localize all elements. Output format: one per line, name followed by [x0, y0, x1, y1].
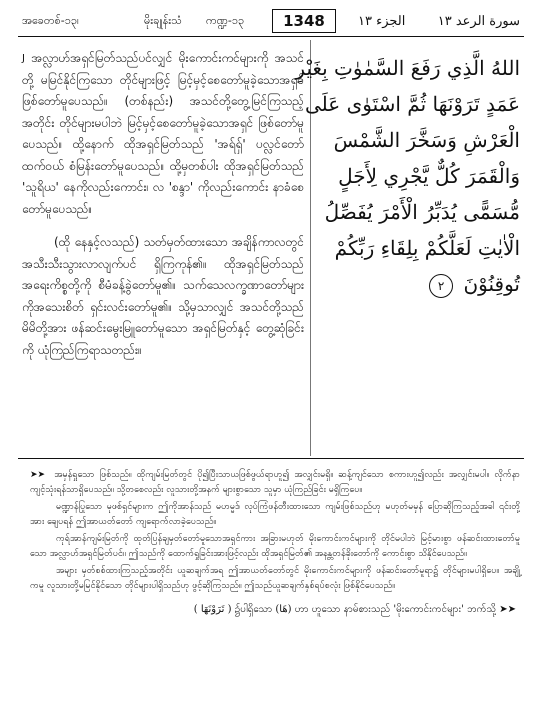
- footnote: [30, 468, 520, 498]
- footnote-continued: [30, 602, 520, 617]
- arabic-line: وَالْقَمَرَ كُلٌّ يَّجْرِي لِأَجَلٍ: [338, 164, 520, 188]
- header-juz-arabic: الجزء ١٣: [358, 14, 406, 29]
- double-arrow-icon: ➤➤: [30, 470, 46, 480]
- translation-paragraph: [22, 232, 304, 361]
- page-header: [18, 8, 524, 36]
- translation-paragraph: [22, 48, 304, 220]
- translation-text-1: အလ္လာဟ်အရှင်မြတ်သည်ပင်လျှင် မိုးကောင်းကင်များကို အသင်တို့ မမြင်နိုင်ကြသော တိုင်များဖြင့် မြင့်မှင့်စေတော်မူခဲ့သောအရှင် ဖြစ်တော်မူပေသည်။ (တစ်နည်း) အသင်တို့တွေ့မြင်ကြသည့်အတိုင်း တိုင်များမပါဘဲ မြင့်မှင့်စေတော်မူခဲ့သောအရှင် ဖြစ်တော်မူပေသည်။ ထို့နောက် ထိုအရှင်မြတ်သည် 'အရ်ရှ်' ပလ္လင်တော်ထက်ဝယ် စံမြန်းတော်မူပေသည်။ ထို့မှတစ်ပါး ထိုအရှင်မြတ်သည် 'သူရိယ' နေကိုလည်းကောင်း၊ လ 'စန္ဒာ' ကိုလည်းကောင်း နာခံစေတော်မူပေသည်။: [22, 51, 304, 216]
- footnote-text: ကုရ်အာန်ကျမ်းမြတ်ကို ထုတ်ပြန်ချမှတ်တော်မူသောအရှင်ကား အခြားမဟုတ် မိုးကောင်းကင်များကို တိုင်မပါဘဲ မြင့်မားစွာ ဖန်ဆင်းထားတော်မူသော အလ္လာဟ်အရှင်မြတ်ပင်။ ဤသည်ကို ထောက်ရှုခြင်းအားဖြင့်လည်း ထိုအရှင်မြတ်၏ အနန္တတန်ခိုးတော်ကို ကောင်းစွာ သိနိုင်ပေသည်။: [30, 534, 520, 559]
- paragraph-marker: J: [22, 53, 25, 64]
- arabic-line: [320, 266, 520, 302]
- header-surah-arabic: سورة الرعد ١٣: [437, 14, 520, 29]
- footnote-text: ( تَرَوْنَهَا ) ၌ပါရှိသော (هَا) ဟာ ဟူသော နာမ်စားသည် 'မိုးကောင်းကင်များ' ဘက်သို့: [193, 604, 497, 615]
- arabic-line: الْعَرْشِ وَسَخَّرَ الشَّمْسَ: [333, 128, 520, 152]
- header-surah-name: မိုးချုန်းသံ: [144, 14, 182, 27]
- page-number: 1348: [272, 9, 336, 33]
- header-juz-label: ကဏ္ဍ-၁၃: [206, 14, 245, 27]
- header-chapter-label: အခေတစ်-၁၃၊: [22, 14, 79, 27]
- footnote-rule: [18, 458, 524, 459]
- arabic-line: الْاٰيٰتِ لَعَلَّكُمْ بِلِقَاءِ رَبِّكُمْ: [334, 236, 520, 260]
- footnote: [30, 564, 520, 594]
- double-arrow-icon: ➤➤: [499, 604, 516, 615]
- header-rule: [18, 36, 524, 37]
- arabic-column: [295, 50, 520, 302]
- footnote-text: အများ မှတ်စစ်ထားကြသည့်အတိုင်း ယူဆချက်အရ ဤအာယတ်တော်တွင် မိုးကောင်းကင်များကို ဖန်ဆင်းတော်မူရာ၌ တိုင်များမပါရှိပေ။ အချို့ကမူ လူသားတို့မမြင်နိုင်သော တိုင်များပါရှိသည်ဟု ဖွင့်ဆိုကြသည်။ ဤသည်ယူဆချက်နှစ်ရပ်စလုံး ဖြစ်နိုင်ပေသည်။: [30, 566, 520, 591]
- footnotes: [30, 468, 520, 619]
- translation-text-2: (ထို နေနှင့်လသည်) သတ်မှတ်ထားသော အချိန်ကာလတွင် အသီးသီးသွားလာလျက်ပင် ရှိကြကုန်၏။ ထိုအရှင်မြတ်သည် အရေးကိစ္စတို့ကို စီမံခန့်ခွဲတော်မူ၏။ သက်သေလက္ခဏာတော်များကိုအသေးစိတ် ရှင်းလင်းတော်မူ၏။ သို့မှသာလျှင် အသင်တို့သည် မိမိတို့အား ဖန်ဆင်းမွေးမြူတော်မူသော အရှင်မြတ်နှင့် တွေ့ဆုံခြင်းကို ယုံကြည်ကြရာသတည်း။: [22, 235, 304, 357]
- footnote-text: အမှန်ရှုသော ဖြစ်သည်။ ထိုကျမ်းမြတ်တွင် ပို၍ပြီးသာယဖြစ်ဖွယ်ရာဟူ၍ အလျှင်းမရှိ။ ဆန့်ကျင်သော စကားဟူ၍လည်း အလျှင်းမပါ။ လိုက်နာကျင့်သုံးရန်သာရှိပေသည်။ သို့တစေလည်း လူသားတို့အနက် များစွာသော သူမှာ ယုံကြည်ခြင်း မရှိကြပေ။: [30, 470, 520, 495]
- footnote: [30, 532, 520, 562]
- footnote-text: မဏ္ဍာန်ပြုသော မုဖစ်ရှင်များက ဤကိုအာန်သည် မဟမ္မဒ် လုပ်ကြံဖန်တီးထားသော ကျမ်းဖြစ်သည်ဟု မဟုတ်မမှန် ပြောဆိုကြသည့်အခါ ၎င်းတို့အား ချေပရန် ဤအာယတ်တော် ကျရောက်လာခဲ့ပေသည်။: [30, 502, 520, 527]
- arabic-line: عَمَدٍ تَرَوْنَهَا ثُمَّ اسْتَوٰى عَلَى: [305, 92, 520, 116]
- translation-column: [22, 48, 304, 367]
- arabic-line-text: تُوقِنُوْنَ: [463, 272, 520, 296]
- arabic-line: مُّسَمًّى يُدَبِّرُ الْأَمْرَ يُفَصِّلُ: [324, 200, 520, 224]
- footnote: [30, 500, 520, 530]
- arabic-line: اللهُ الَّذِي رَفَعَ السَّمٰوٰتِ بِغَيْرِ: [295, 56, 520, 80]
- ayah-number-badge: ٢: [429, 274, 453, 298]
